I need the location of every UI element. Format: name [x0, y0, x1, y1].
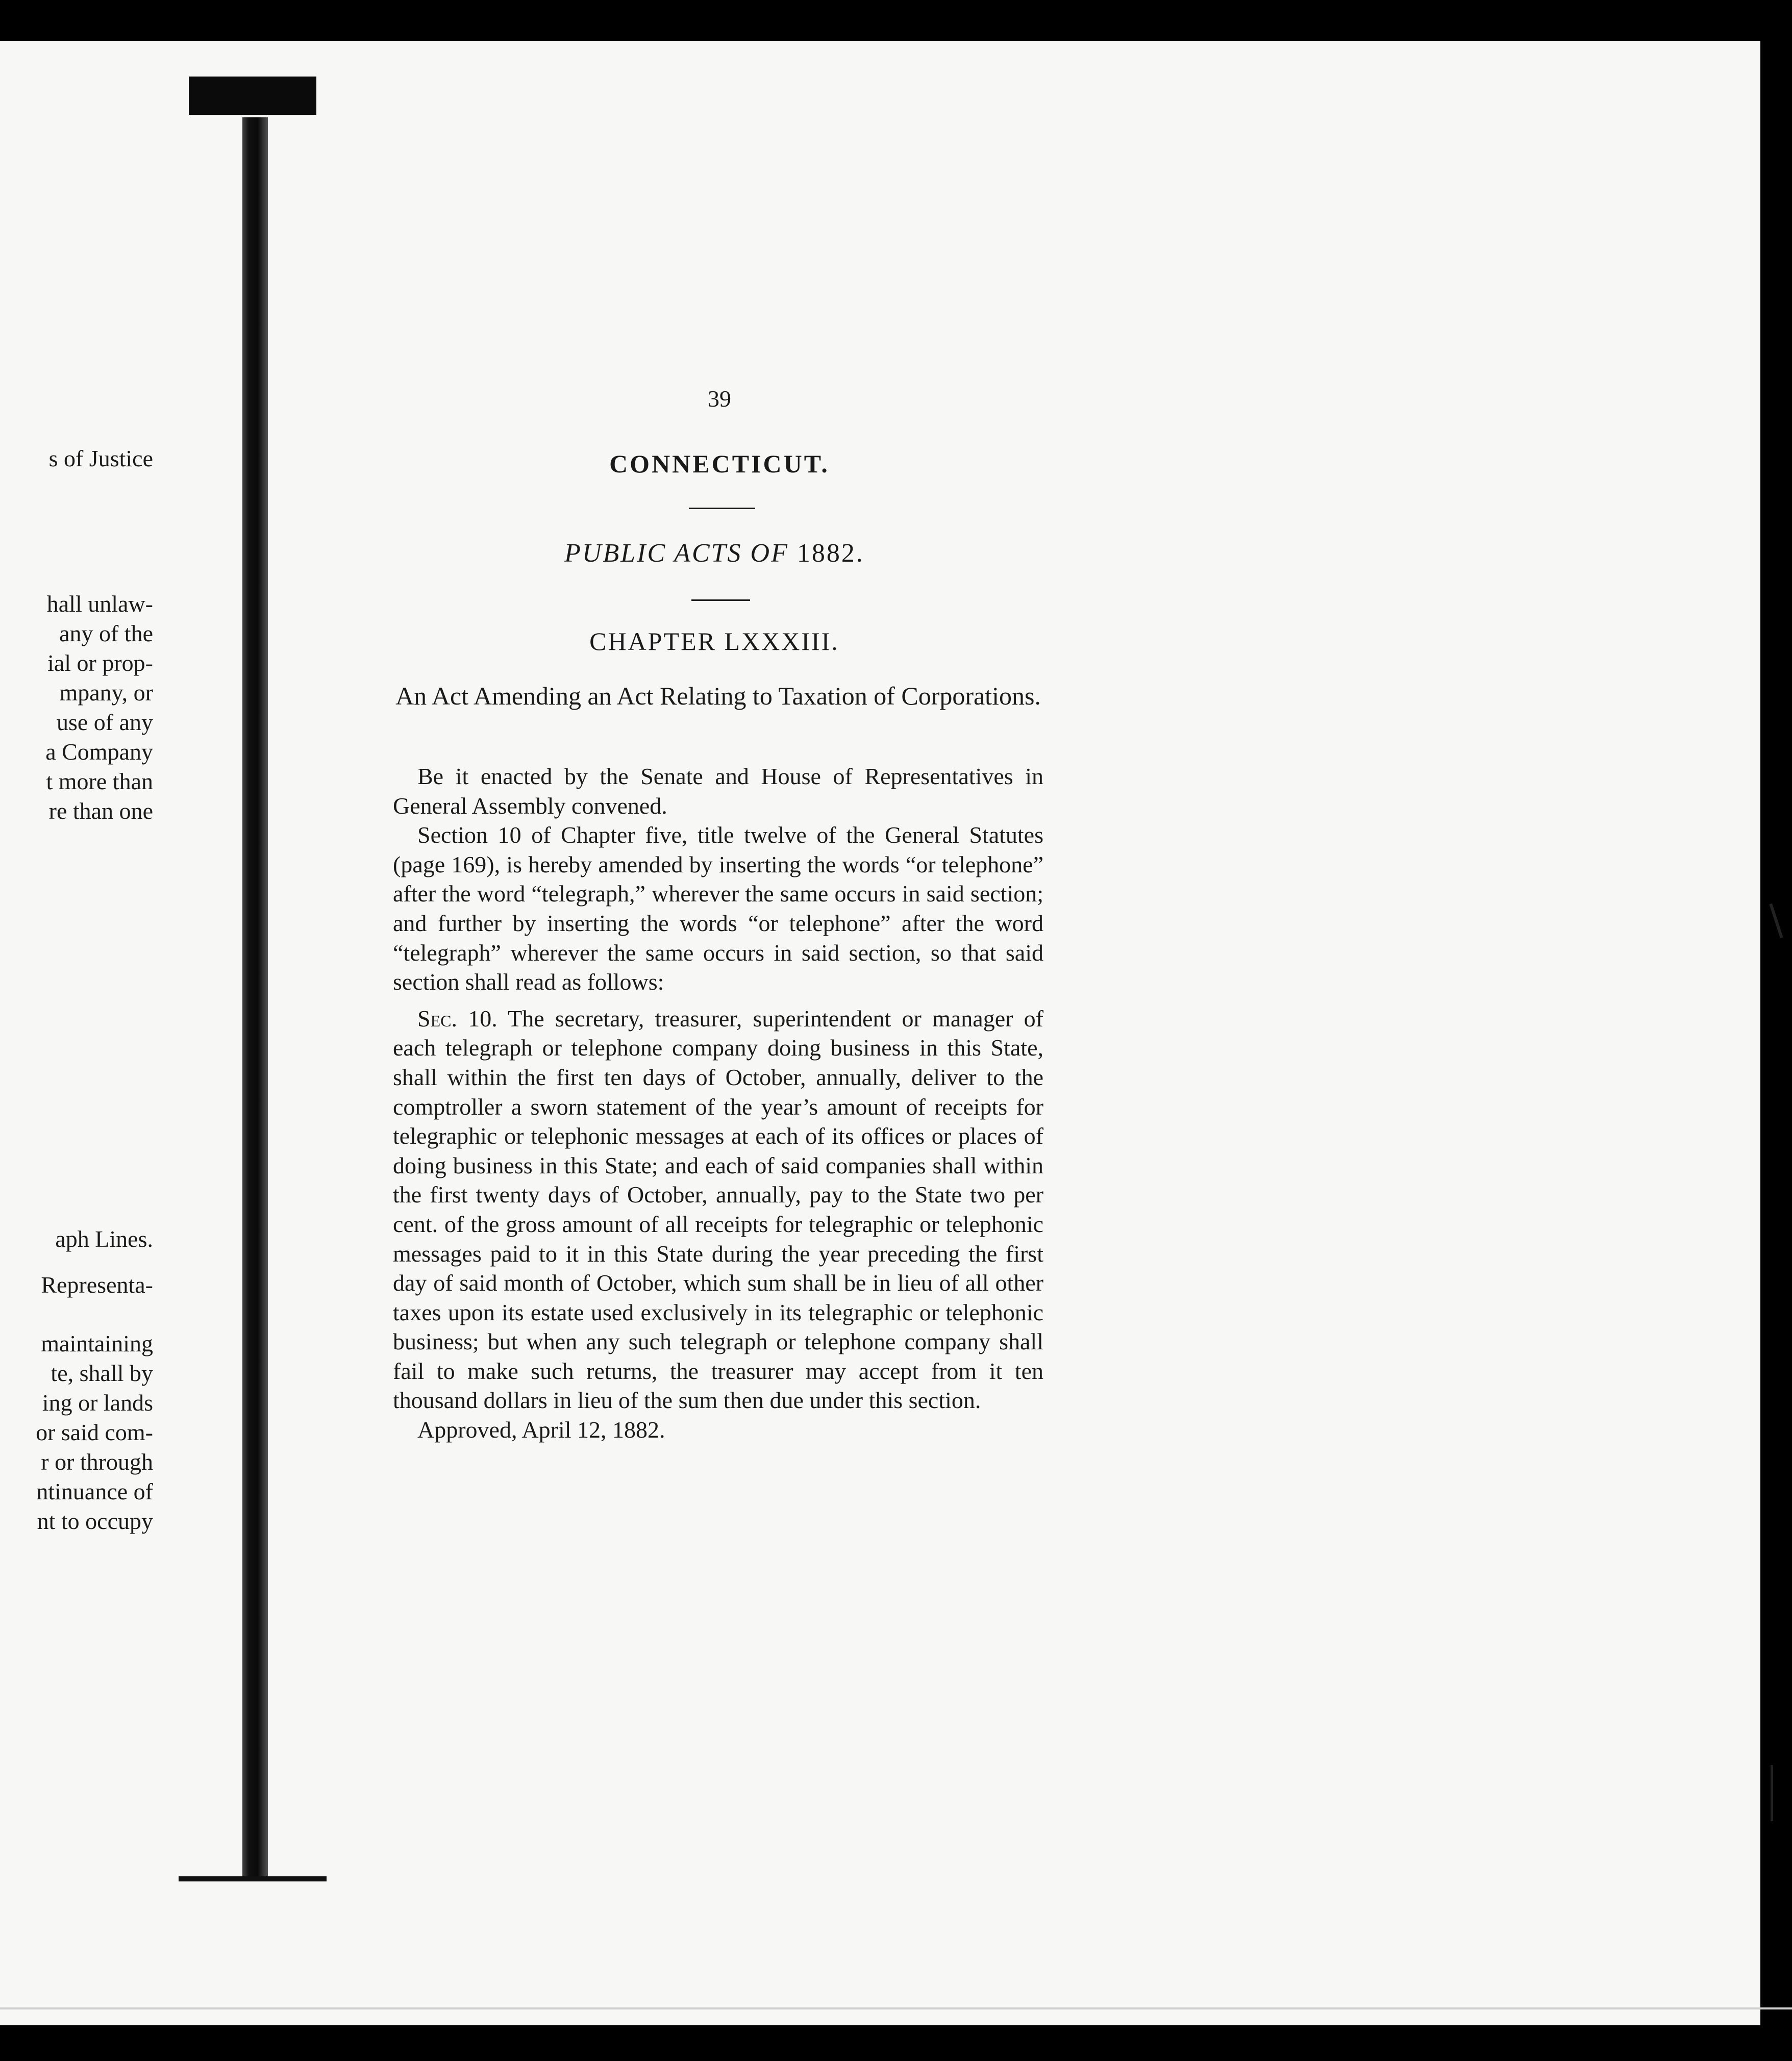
prev-page-line: aph Lines. — [55, 1226, 153, 1252]
prev-page-line: or said com- — [36, 1419, 153, 1445]
prev-page-line: nt to occupy — [37, 1508, 153, 1534]
binding-gutter-top — [189, 77, 316, 115]
prev-page-line: s of Justice — [48, 445, 153, 471]
page-bottom-edge — [0, 2007, 1792, 2009]
approval-date: Approved, April 12, 1882. — [417, 1417, 665, 1443]
page-number: 39 — [708, 386, 731, 412]
section-label: Sec. 10. — [417, 1005, 497, 1032]
enacting-clause: Be it enacted by the Senate and House of Representatives in General Assembly convened. — [393, 763, 1043, 819]
prev-page-line: Representa- — [41, 1272, 153, 1298]
prev-page-line: any of the — [59, 620, 153, 646]
prev-page-line: ial or prop- — [47, 650, 153, 676]
acts-heading-year: 1882. — [797, 539, 864, 568]
binding-gutter — [242, 117, 268, 1877]
prev-page-line: re than one — [48, 798, 153, 824]
prev-page-line: te, shall by — [51, 1360, 153, 1386]
act-body — [393, 762, 1043, 1445]
scan-artifact — [1771, 1765, 1773, 1821]
prev-page-line: ntinuance of — [36, 1478, 153, 1504]
heading-rule — [691, 599, 750, 601]
prev-page-line: r or through — [41, 1449, 153, 1475]
previous-page-fragment — [0, 0, 153, 2061]
prev-page-line: hall unlaw- — [46, 591, 153, 617]
binding-gutter-bottom — [179, 1876, 327, 1881]
prev-page-line: ing or lands — [42, 1390, 153, 1416]
state-heading: CONNECTICUT. — [609, 449, 830, 478]
scan-artifact — [1769, 903, 1783, 938]
acts-heading — [459, 538, 969, 568]
acts-heading-label: PUBLIC ACTS OF — [564, 539, 789, 568]
prev-page-line: t more than — [46, 768, 153, 794]
section-text: The secretary, treasurer, superintendent or manager of each telegraph or telephone company doing business in this State, shall within the first ten days of October, annually, deliver to the comptroller a sworn statement of the year’s amount of receipts for telegraphic or telephonic messages at each of its offices or places of doing business in this State; and each of said companies shall within the first twenty days of October, annually, pay to the State two per cent. of the gross amount of all receipts for telegraphic or telephonic messages paid to it in this State during the year preceding the first day of said month of October, which sum shall be in lieu of all other taxes upon its estate used exclusively in its telegraphic or telephonic business; but when any such telegraph or telephone company shall fail to make such returns, the treasurer may accept from it ten thousand dollars in lieu of the sum then due under this section. — [393, 1005, 1044, 1414]
prev-page-line: a Company — [45, 739, 153, 765]
prev-page-line: use of any — [56, 709, 153, 735]
prev-page-line: maintaining — [41, 1330, 153, 1356]
act-title: An Act Amending an Act Relating to Taxation of Corporations. — [395, 682, 1041, 710]
prev-page-line: mpany, or — [59, 680, 153, 706]
section-10 — [393, 1004, 1043, 1415]
section-intro: Section 10 of Chapter five, title twelve of the General Statutes (page 169), is hereby amended by inserting the words “or telephone” after the word “telegraph,” wherever the same occurs in said section; and further by inserting the words “or telephone” after the word “telegraph” wherever the same occurs in said section, so that said section shall read as follows: — [393, 822, 1043, 995]
heading-rule — [689, 508, 755, 509]
chapter-heading: CHAPTER LXXXIII. — [589, 627, 839, 656]
